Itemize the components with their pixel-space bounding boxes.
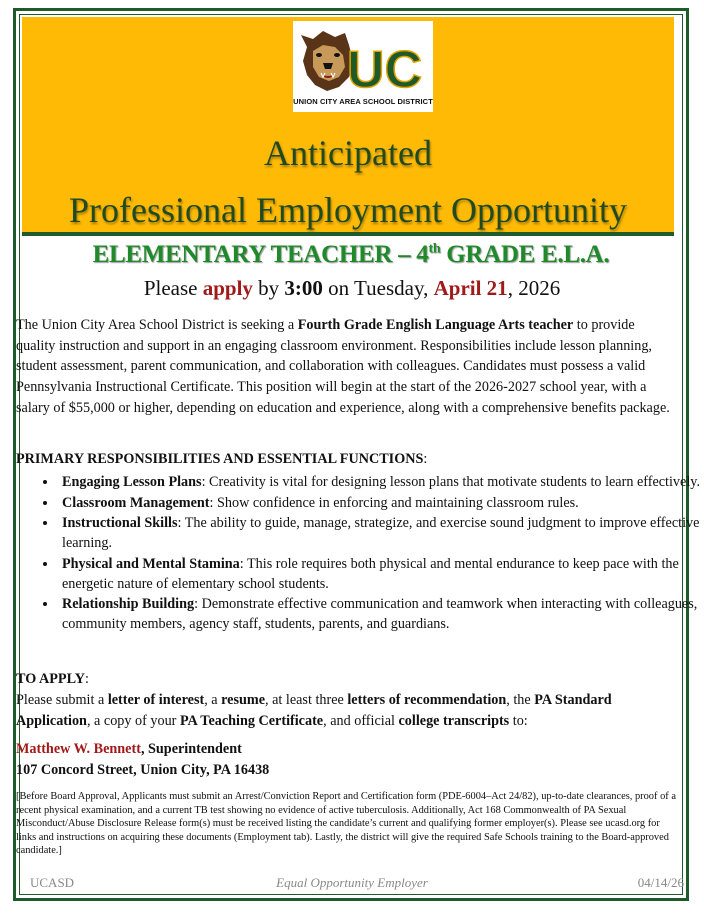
banner-divider	[22, 232, 674, 236]
list-item: • Instructional Skills: The ability to guide, manage, strategize, and exercise sound judgment to improve effective learning.	[58, 513, 704, 553]
responsibilities-list	[16, 472, 704, 635]
contact-address: 107 Concord Street, Union City, PA 16438	[16, 761, 270, 778]
intro-paragraph: The Union City Area School District is seeking a Fourth Grade English Language Arts teacher to provide quality instruction and support in an engaging classroom environment. Responsibilities include lesson planning, student assessment, parent communication, and collaboration with colleagues. Candidates must possess a valid Pennsylvania Instructional Certificate. This position will begin at the start of the 2026-2027 school year, with a salary of $55,000 or higher, depending on education and experience, along with a comprehensive benefits package.	[16, 317, 670, 416]
header-line-1: Anticipated	[264, 133, 432, 173]
logo-letters: UC	[347, 41, 423, 99]
apply-heading: TO APPLY:	[16, 671, 89, 687]
header-banner	[22, 17, 674, 232]
deadline-apply: apply	[202, 276, 253, 300]
contact-block	[16, 739, 269, 780]
footer-eoe: Equal Opportunity Employer	[276, 875, 428, 890]
footer-district: UCASD	[30, 875, 75, 890]
deadline-time: 3:00	[284, 276, 323, 300]
responsibilities-heading: PRIMARY RESPONSIBILITIES AND ESSENTIAL FUNCTIONS:	[16, 451, 428, 467]
list-item: • Relationship Building: Demonstrate effective communication and teamwork when interacting with colleagues, community members, agency staff, students, parents, and guardians.	[58, 594, 704, 634]
fine-print: [Before Board Approval, Applicants must submit an Arrest/Conviction Report and Certification form (PDE-6004–Act 24/82), up-to-date clearances, proof of a recent physical examination, and a current TB test showing no evidence of active tuberculosis. Additionally, Act 168 Commonwealth of PA Sexual Misconduct/Abuse Disclosure Release form(s) must be received listing the candidate’s current and qualifying former employer(s). Please see ucasd.org for links and instructions on acquiring these documents (Employment tab). Lastly, the district will give the required Safe Schools training to the Board-approved candidate.]	[16, 791, 676, 857]
bear-mascot-icon	[293, 21, 433, 101]
position-title-main: ELEMENTARY TEACHER – 4	[92, 241, 429, 268]
contact-name: Matthew W. Bennett	[16, 741, 141, 757]
position-title	[22, 241, 680, 269]
header-line-2: Professional Employment Opportunity	[69, 190, 627, 230]
intro-position-name: Fourth Grade English Language Arts teacher	[297, 317, 574, 333]
application-deadline: Please apply by 3:00 on Tuesday, April 21, 2026	[143, 276, 561, 300]
position-title-end: GRADE E.L.A.	[440, 241, 610, 268]
position-title-sup: th	[428, 241, 441, 257]
list-item: • Engaging Lesson Plans: Creativity is vital for designing lesson plans that motivate students to learn effectively.	[58, 472, 704, 492]
list-item: • Classroom Management: Show confidence in enforcing and maintaining classroom rules.	[58, 493, 704, 513]
contact-title: , Superintendent	[140, 741, 242, 757]
district-logo	[293, 21, 433, 112]
logo-caption: UNION CITY AREA SCHOOL DISTRICT	[293, 97, 433, 106]
apply-instructions: Please submit a letter of interest, a resume, at least three letters of recommendation, the PA Standard Application, a copy of your PA Teaching Certificate, and official college transcripts to:	[16, 692, 612, 729]
list-item: • Physical and Mental Stamina: This role requires both physical and mental endurance to keep pace with the energetic nature of elementary school students.	[58, 554, 704, 594]
footer-date: 04/14/26	[637, 875, 684, 890]
deadline-date: April 21	[433, 276, 508, 300]
